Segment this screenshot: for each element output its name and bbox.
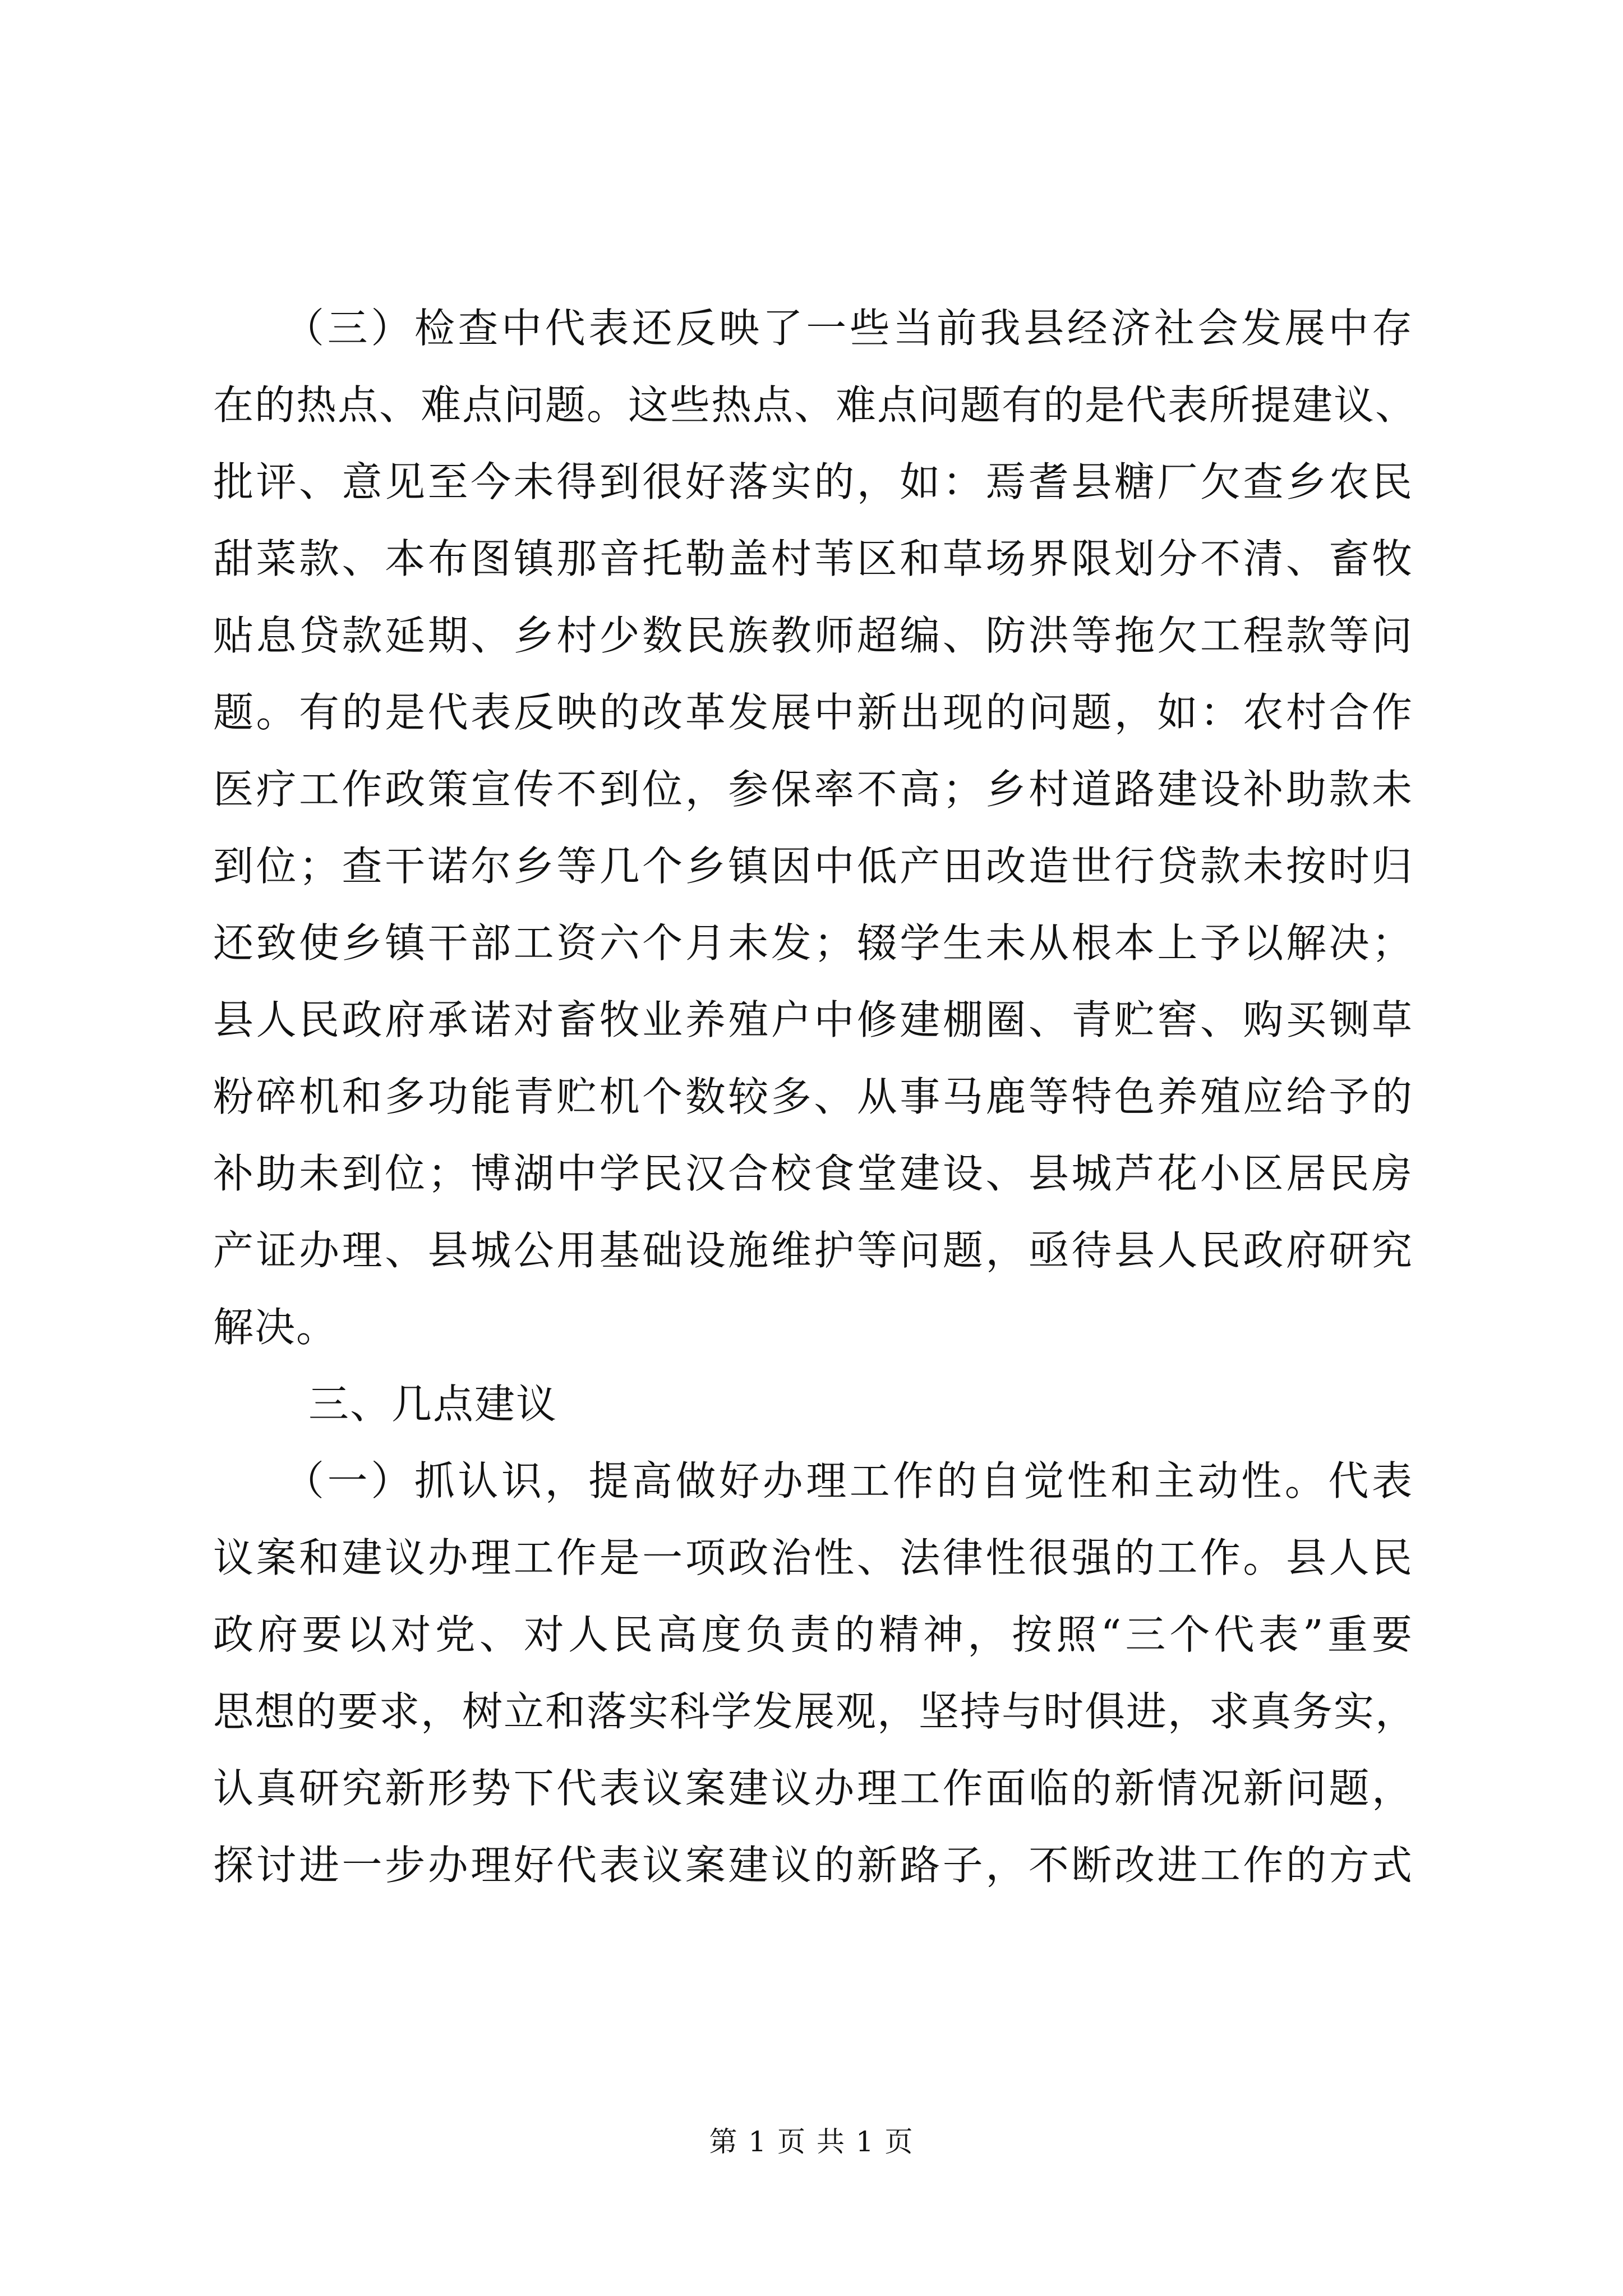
paragraph-line: （一）抓认识，提高做好办理工作的自觉性和主动性。代表 [284, 1457, 1413, 1504]
paragraph-line: 探讨进一步办理好代表议案建议的新路子，不断改进工作的方式 [213, 1842, 1413, 1889]
paragraph-line: 题。有的是代表反映的改革发展中新出现的问题，如：农村合作 [213, 689, 1413, 736]
section-heading: 三、几点建议 [308, 1381, 558, 1428]
paragraph-line: 解决。 [213, 1304, 338, 1351]
paragraph-line: 医疗工作政策宣传不到位，参保率不高；乡村道路建设补助款未 [213, 766, 1413, 813]
paragraph-line: 还致使乡镇干部工资六个月未发；辍学生未从根本上予以解决； [213, 919, 1413, 967]
paragraph-line: （三）检查中代表还反映了一些当前我县经济社会发展中存 [284, 305, 1413, 352]
paragraph-line: 认真研究新形势下代表议案建议办理工作面临的新情况新问题， [213, 1765, 1413, 1812]
paragraph-line: 政府要以对党、对人民高度负责的精神，按照“三个代表”重要 [213, 1611, 1413, 1658]
paragraph-line: 议案和建议办理工作是一项政治性、法律性很强的工作。县人民 [213, 1534, 1413, 1581]
paragraph-line: 补助未到位；博湖中学民汉合校食堂建设、县城芦花小区居民房 [213, 1150, 1413, 1197]
document-body [213, 305, 1417, 1920]
paragraph-line: 粉碎机和多功能青贮机个数较多、从事马鹿等特色养殖应给予的 [213, 1073, 1413, 1120]
paragraph-line: 批评、意见至今未得到很好落实的，如：焉耆县糖厂欠查乡农民 [213, 458, 1413, 505]
paragraph-line: 贴息贷款延期、乡村少数民族教师超编、防洪等拖欠工程款等问 [213, 612, 1413, 659]
page-number-footer: 第 1 页 共 1 页 [709, 2125, 914, 2158]
paragraph-line: 到位；查干诺尔乡等几个乡镇因中低产田改造世行贷款未按时归 [213, 843, 1413, 890]
paragraph-line: 在的热点、难点问题。这些热点、难点问题有的是代表所提建议、 [213, 381, 1417, 429]
paragraph-line: 产证办理、县城公用基础设施维护等问题，亟待县人民政府研究 [213, 1227, 1413, 1274]
paragraph-line: 县人民政府承诺对畜牧业养殖户中修建棚圈、青贮窖、购买铡草 [213, 996, 1413, 1043]
paragraph-line: 思想的要求，树立和落实科学发展观，坚持与时俱进，求真务实， [213, 1688, 1417, 1735]
paragraph-line: 甜菜款、本布图镇那音托勒盖村苇区和草场界限划分不清、畜牧 [213, 535, 1413, 582]
